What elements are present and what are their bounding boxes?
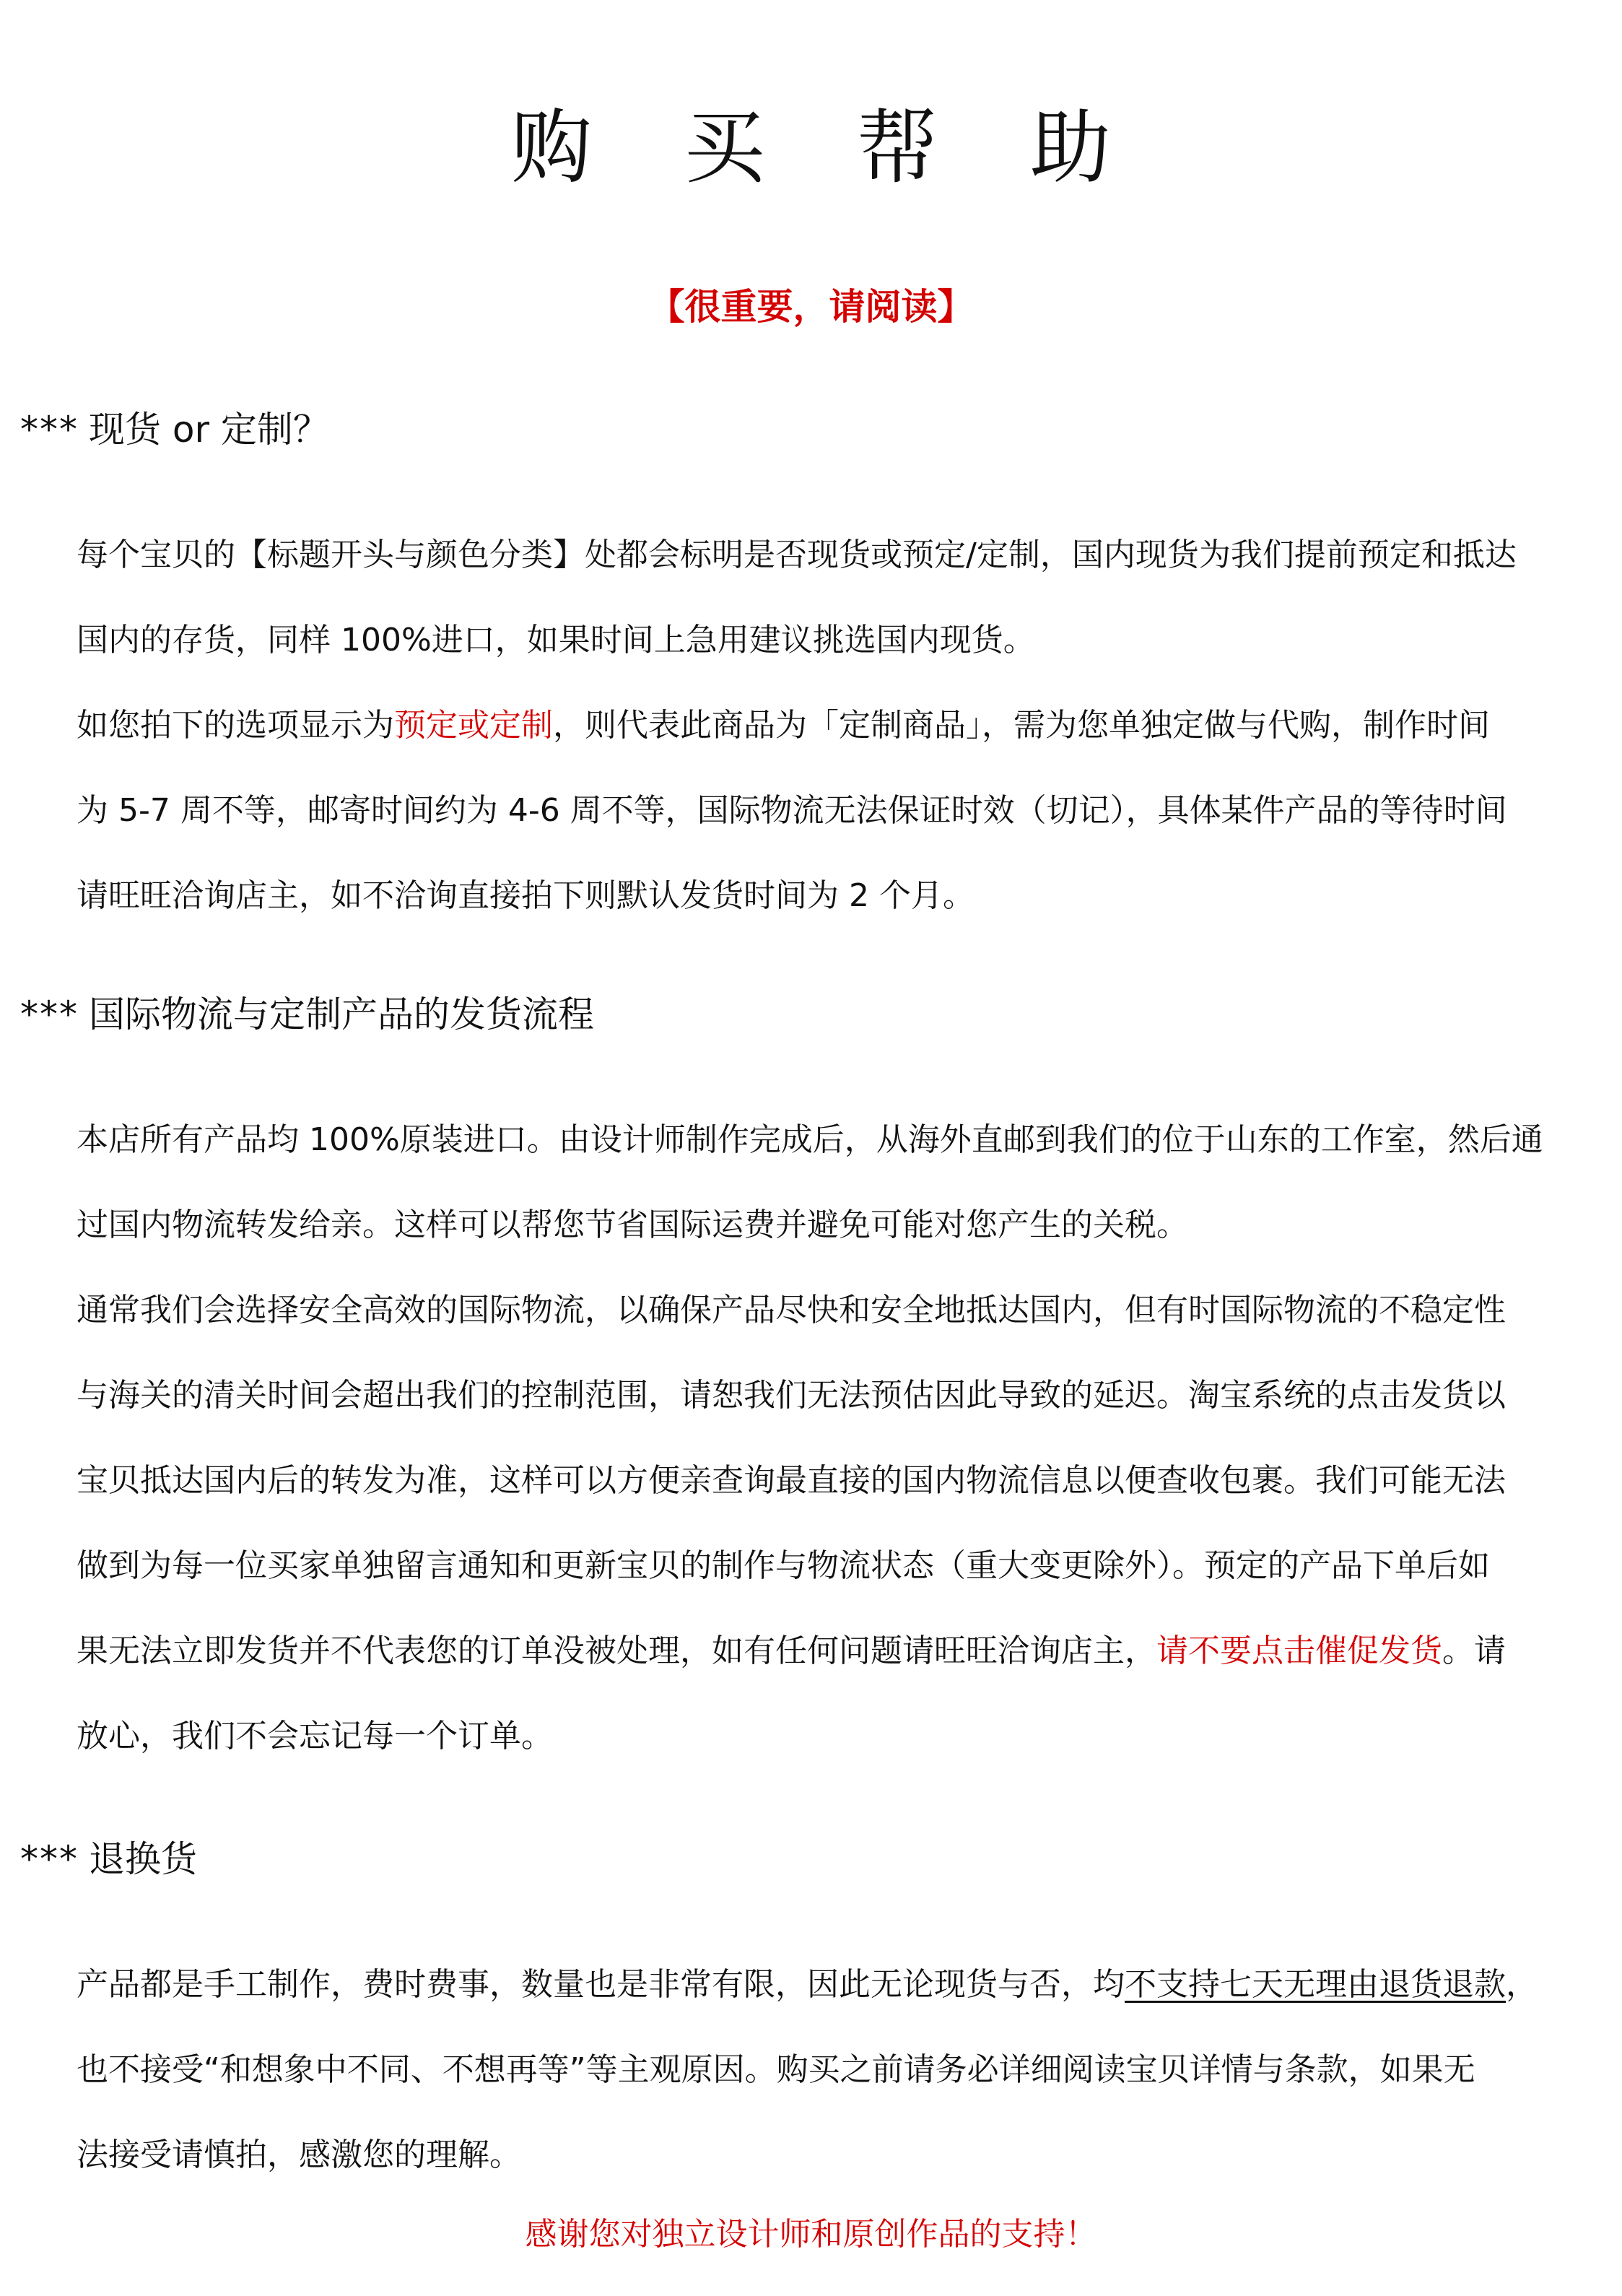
text-run: 过国内物流转发给亲。这样可以帮您节省国际运费并避免可能对您产生的关税。 [77,1206,1188,1243]
section-heading-returns [20,1834,197,1884]
text-line [77,1438,1578,1523]
section-title: 退换货 [89,1838,197,1880]
highlight-preorder-or-custom: 预定或定制 [394,707,553,744]
text-run: 也不接受“和想象中不同、不想再等”等主观原因。购买之前请务必详细阅读宝贝详情与条款，如果无 [77,2051,1475,2088]
text-line [77,513,1578,598]
text-line [77,1942,1578,2027]
text-line [77,1523,1578,1609]
text-line [77,2027,1578,2113]
text-line [77,598,1578,683]
text-line [77,2113,1578,2198]
text-run: ，则代表此商品为「定制商品」，需为您单独定做与代购，制作时间 [553,707,1490,744]
text-run: 做到为每一位买家单独留言通知和更新宝贝的制作与物流状态（重大变更除外）。预定的产品下单后如 [77,1547,1490,1584]
section-body-returns [77,1942,1578,2198]
section-heading-shipping-process [20,989,594,1040]
highlight-do-not-urge-shipping: 请不要点击催促发货 [1156,1632,1442,1669]
text-run: 通常我们会选择安全高效的国际物流，以确保产品尽快和安全地抵达国内，但有时国际物流的不稳定性 [77,1292,1506,1329]
underline-no-7-day-return: 不支持七天无理由退货退款 [1125,1966,1506,2003]
text-run: 为 5-7 周不等，邮寄时间约为 4-6 周不等，国际物流无法保证时效（切记），具体某件产品的等待时间 [77,792,1507,829]
section-title: 国际物流与定制产品的发货流程 [89,993,594,1035]
text-run: 如您拍下的选项显示为 [77,707,394,744]
section-stars: *** [20,993,79,1035]
text-line [77,1694,1578,1779]
text-run: 本店所有产品均 100%原装进口。由设计师制作完成后，从海外直邮到我们的位于山东的工作室，然后通 [77,1121,1543,1158]
section-body-stock-or-custom [77,513,1578,939]
page-title: 购 买 帮 助 [511,101,1144,195]
section-title: 现货 or 定制？ [89,409,329,451]
thanks-message: 感谢您对独立设计师和原创作品的支持！ [525,2216,1097,2253]
section-stars: *** [20,409,79,451]
text-run: 果无法立即发货并不代表您的订单没被处理，如有任何问题请旺旺洽询店主， [77,1632,1156,1669]
section-heading-stock-or-custom [20,404,329,455]
text-line [77,853,1578,939]
text-run: 国内的存货，同样 100%进口，如果时间上急用建议挑选国内现货。 [77,622,1035,658]
text-run: 产品都是手工制作，费时费事，数量也是非常有限，因此无论现货与否，均 [77,1966,1125,2003]
text-run: 宝贝抵达国内后的转发为准，这样可以方便亲查询最直接的国内物流信息以便查收包裹。我们可能无法 [77,1462,1506,1499]
text-run: 。请 [1442,1632,1506,1669]
text-line [77,1353,1578,1438]
text-run: 每个宝贝的【标题开头与颜色分类】处都会标明是否现货或预定/定制，国内现货为我们提前预定和抵达 [77,536,1517,573]
text-run: 请旺旺洽询店主，如不洽询直接拍下则默认发货时间为 2 个月。 [77,877,974,914]
text-line [77,1609,1578,1694]
section-body-shipping-process [77,1097,1578,1779]
text-run: 放心，我们不会忘记每一个订单。 [77,1718,553,1754]
text-line [77,1183,1578,1268]
text-run: 法接受请慎拍，感激您的理解。 [77,2136,521,2173]
text-line [77,1097,1578,1183]
text-run: 与海关的清关时间会超出我们的控制范围，请恕我们无法预估因此导致的延迟。淘宝系统的点击发货以 [77,1377,1506,1414]
text-line [77,768,1578,853]
text-run: ， [1506,1966,1538,2003]
important-notice: 【很重要，请阅读】 [648,286,974,328]
text-line [77,1268,1578,1353]
text-line [77,683,1578,768]
section-stars: *** [20,1838,79,1880]
